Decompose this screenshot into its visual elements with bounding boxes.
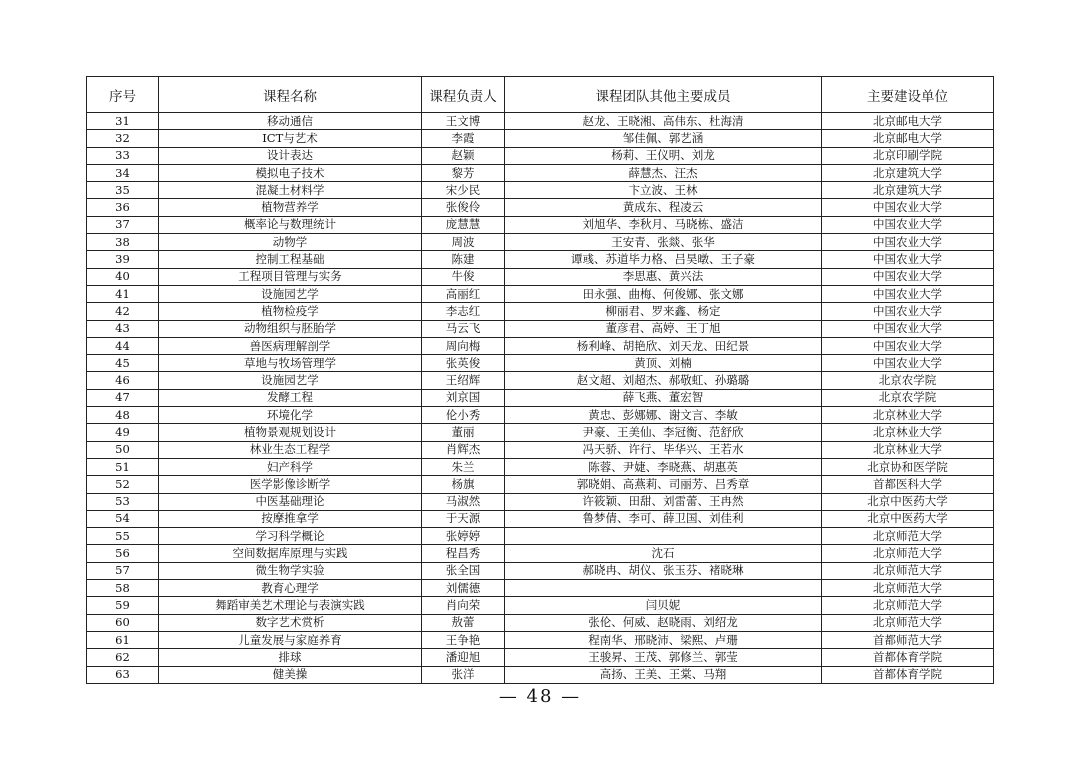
table-row bbox=[87, 580, 994, 597]
cell-team-members: 黄成东、程凌云 bbox=[505, 199, 822, 216]
cell-course-name: ICT与艺术 bbox=[159, 130, 422, 147]
cell-institution: 中国农业大学 bbox=[822, 234, 994, 251]
cell-team-members: 张伦、何威、赵晓雨、刘绍龙 bbox=[505, 614, 822, 631]
cell-team-members: 柳丽君、罗来鑫、杨定 bbox=[505, 303, 822, 320]
header-course-name: 课程名称 bbox=[159, 77, 422, 113]
cell-institution: 北京师范大学 bbox=[822, 528, 994, 545]
cell-team-members: 刘旭华、李秋月、马晓栋、盛洁 bbox=[505, 216, 822, 233]
cell-index: 60 bbox=[87, 614, 159, 631]
cell-course-lead: 杨旗 bbox=[422, 476, 505, 493]
table-row bbox=[87, 216, 994, 233]
cell-institution: 北京建筑大学 bbox=[822, 164, 994, 181]
table-row bbox=[87, 320, 994, 337]
cell-course-lead: 周波 bbox=[422, 234, 505, 251]
cell-course-lead: 王争艳 bbox=[422, 631, 505, 648]
cell-course-name: 设施园艺学 bbox=[159, 372, 422, 389]
cell-course-lead: 于天源 bbox=[422, 510, 505, 527]
cell-course-lead: 宋少民 bbox=[422, 182, 505, 199]
cell-team-members: 田永强、曲梅、何俊娜、张文娜 bbox=[505, 285, 822, 302]
table-row bbox=[87, 424, 994, 441]
cell-team-members: 李思惠、黄兴法 bbox=[505, 268, 822, 285]
cell-course-name: 医学影像诊断学 bbox=[159, 476, 422, 493]
cell-institution: 中国农业大学 bbox=[822, 285, 994, 302]
table-row bbox=[87, 562, 994, 579]
cell-team-members: 鲁梦倩、李可、薛卫国、刘佳利 bbox=[505, 510, 822, 527]
cell-course-lead: 李霞 bbox=[422, 130, 505, 147]
cell-index: 37 bbox=[87, 216, 159, 233]
cell-team-members: 杨莉、王仪明、刘龙 bbox=[505, 147, 822, 164]
cell-team-members: 赵文超、刘超杰、郝敬虹、孙璐璐 bbox=[505, 372, 822, 389]
cell-institution: 北京师范大学 bbox=[822, 597, 994, 614]
cell-course-lead: 潘迎旭 bbox=[422, 649, 505, 666]
cell-course-lead: 张俊伶 bbox=[422, 199, 505, 216]
cell-index: 32 bbox=[87, 130, 159, 147]
cell-course-name: 中医基础理论 bbox=[159, 493, 422, 510]
cell-course-lead: 李志红 bbox=[422, 303, 505, 320]
table-row bbox=[87, 666, 994, 683]
cell-institution: 北京师范大学 bbox=[822, 614, 994, 631]
cell-course-name: 设施园艺学 bbox=[159, 285, 422, 302]
cell-index: 46 bbox=[87, 372, 159, 389]
cell-index: 33 bbox=[87, 147, 159, 164]
cell-index: 38 bbox=[87, 234, 159, 251]
cell-institution: 北京建筑大学 bbox=[822, 182, 994, 199]
cell-course-name: 草地与牧场管理学 bbox=[159, 355, 422, 372]
cell-institution: 中国农业大学 bbox=[822, 303, 994, 320]
cell-institution: 北京师范大学 bbox=[822, 562, 994, 579]
table-row bbox=[87, 528, 994, 545]
table-row bbox=[87, 441, 994, 458]
cell-institution: 首都医科大学 bbox=[822, 476, 994, 493]
cell-team-members bbox=[505, 528, 822, 545]
cell-course-lead: 敖蕾 bbox=[422, 614, 505, 631]
cell-index: 36 bbox=[87, 199, 159, 216]
cell-course-lead: 张婷婷 bbox=[422, 528, 505, 545]
cell-index: 44 bbox=[87, 337, 159, 354]
cell-institution: 中国农业大学 bbox=[822, 320, 994, 337]
cell-course-name: 设计表达 bbox=[159, 147, 422, 164]
cell-index: 57 bbox=[87, 562, 159, 579]
cell-team-members: 薛慧杰、汪杰 bbox=[505, 164, 822, 181]
cell-course-lead: 马云飞 bbox=[422, 320, 505, 337]
cell-course-name: 植物景观规划设计 bbox=[159, 424, 422, 441]
cell-course-name: 空间数据库原理与实践 bbox=[159, 545, 422, 562]
cell-index: 31 bbox=[87, 113, 159, 130]
table-row bbox=[87, 545, 994, 562]
cell-institution: 北京林业大学 bbox=[822, 441, 994, 458]
cell-institution: 首都体育学院 bbox=[822, 666, 994, 683]
cell-course-name: 兽医病理解剖学 bbox=[159, 337, 422, 354]
table-header-row bbox=[87, 77, 994, 113]
cell-team-members: 王骏昇、王茂、郭修兰、郭莹 bbox=[505, 649, 822, 666]
cell-index: 35 bbox=[87, 182, 159, 199]
cell-institution: 北京邮电大学 bbox=[822, 130, 994, 147]
cell-team-members: 赵龙、王晓湘、高伟东、杜海清 bbox=[505, 113, 822, 130]
cell-institution: 中国农业大学 bbox=[822, 268, 994, 285]
table-row bbox=[87, 199, 994, 216]
cell-team-members: 尹豪、王美仙、李冠衡、范舒欣 bbox=[505, 424, 822, 441]
cell-team-members: 陈蓉、尹婕、李晓燕、胡惠英 bbox=[505, 458, 822, 475]
header-course-lead: 课程负责人 bbox=[422, 77, 505, 113]
cell-institution: 北京邮电大学 bbox=[822, 113, 994, 130]
cell-team-members: 郝晓冉、胡仪、张玉芬、褚晓琳 bbox=[505, 562, 822, 579]
cell-course-name: 工程项目管理与实务 bbox=[159, 268, 422, 285]
cell-course-name: 微生物学实验 bbox=[159, 562, 422, 579]
cell-course-lead: 黎芳 bbox=[422, 164, 505, 181]
cell-course-name: 植物检疫学 bbox=[159, 303, 422, 320]
table-row bbox=[87, 597, 994, 614]
cell-course-lead: 赵颖 bbox=[422, 147, 505, 164]
cell-course-lead: 伦小秀 bbox=[422, 407, 505, 424]
table-row bbox=[87, 182, 994, 199]
cell-course-lead: 庞慧慧 bbox=[422, 216, 505, 233]
cell-course-name: 动物学 bbox=[159, 234, 422, 251]
table-row bbox=[87, 649, 994, 666]
cell-index: 58 bbox=[87, 580, 159, 597]
page-number: — 48 — bbox=[498, 686, 582, 707]
table-row bbox=[87, 407, 994, 424]
cell-index: 39 bbox=[87, 251, 159, 268]
cell-team-members: 卞立波、王林 bbox=[505, 182, 822, 199]
table-body bbox=[87, 113, 994, 684]
cell-index: 61 bbox=[87, 631, 159, 648]
cell-team-members: 邹佳佩、郭艺涵 bbox=[505, 130, 822, 147]
cell-course-lead: 董丽 bbox=[422, 424, 505, 441]
cell-course-name: 妇产科学 bbox=[159, 458, 422, 475]
cell-institution: 中国农业大学 bbox=[822, 199, 994, 216]
cell-institution: 中国农业大学 bbox=[822, 216, 994, 233]
cell-team-members: 程南华、邢晓沛、梁熙、卢珊 bbox=[505, 631, 822, 648]
cell-course-lead: 肖辉杰 bbox=[422, 441, 505, 458]
cell-course-name: 儿童发展与家庭养育 bbox=[159, 631, 422, 648]
cell-course-lead: 陈建 bbox=[422, 251, 505, 268]
cell-team-members: 董彦君、高婷、王丁旭 bbox=[505, 320, 822, 337]
cell-index: 43 bbox=[87, 320, 159, 337]
table-row bbox=[87, 113, 994, 130]
cell-course-lead: 刘儒德 bbox=[422, 580, 505, 597]
cell-course-name: 植物营养学 bbox=[159, 199, 422, 216]
cell-course-name: 学习科学概论 bbox=[159, 528, 422, 545]
cell-course-lead: 张洋 bbox=[422, 666, 505, 683]
cell-course-name: 发酵工程 bbox=[159, 389, 422, 406]
cell-course-lead: 周向梅 bbox=[422, 337, 505, 354]
cell-index: 56 bbox=[87, 545, 159, 562]
cell-index: 47 bbox=[87, 389, 159, 406]
cell-index: 55 bbox=[87, 528, 159, 545]
cell-course-lead: 朱兰 bbox=[422, 458, 505, 475]
cell-course-name: 控制工程基础 bbox=[159, 251, 422, 268]
cell-course-name: 移动通信 bbox=[159, 113, 422, 130]
cell-institution: 中国农业大学 bbox=[822, 355, 994, 372]
cell-index: 54 bbox=[87, 510, 159, 527]
cell-course-name: 概率论与数理统计 bbox=[159, 216, 422, 233]
cell-index: 42 bbox=[87, 303, 159, 320]
cell-index: 53 bbox=[87, 493, 159, 510]
cell-index: 59 bbox=[87, 597, 159, 614]
cell-course-name: 数字艺术赏析 bbox=[159, 614, 422, 631]
course-table bbox=[86, 76, 994, 684]
cell-institution: 中国农业大学 bbox=[822, 251, 994, 268]
header-index: 序号 bbox=[87, 77, 159, 113]
cell-index: 63 bbox=[87, 666, 159, 683]
cell-institution: 首都体育学院 bbox=[822, 649, 994, 666]
cell-course-lead: 肖向荣 bbox=[422, 597, 505, 614]
cell-course-lead: 王文博 bbox=[422, 113, 505, 130]
cell-team-members: 王安青、张燚、张华 bbox=[505, 234, 822, 251]
cell-institution: 北京协和医学院 bbox=[822, 458, 994, 475]
cell-index: 41 bbox=[87, 285, 159, 302]
course-table-container bbox=[86, 76, 993, 684]
cell-team-members: 闫贝妮 bbox=[505, 597, 822, 614]
cell-team-members: 杨利峰、胡艳欣、刘天龙、田纪景 bbox=[505, 337, 822, 354]
cell-course-lead: 张英俊 bbox=[422, 355, 505, 372]
cell-team-members bbox=[505, 580, 822, 597]
cell-team-members: 郭晓娟、高燕莉、司丽芳、吕秀章 bbox=[505, 476, 822, 493]
cell-course-name: 舞蹈审美艺术理论与表演实践 bbox=[159, 597, 422, 614]
table-row bbox=[87, 493, 994, 510]
table-row bbox=[87, 389, 994, 406]
cell-team-members: 高扬、王美、王棠、马翔 bbox=[505, 666, 822, 683]
table-row bbox=[87, 372, 994, 389]
table-row bbox=[87, 337, 994, 354]
cell-team-members: 黄忠、彭娜娜、谢文言、李敏 bbox=[505, 407, 822, 424]
cell-course-name: 动物组织与胚胎学 bbox=[159, 320, 422, 337]
cell-institution: 北京农学院 bbox=[822, 389, 994, 406]
cell-team-members: 沈石 bbox=[505, 545, 822, 562]
cell-index: 62 bbox=[87, 649, 159, 666]
cell-institution: 北京中医药大学 bbox=[822, 510, 994, 527]
table-row bbox=[87, 631, 994, 648]
cell-index: 48 bbox=[87, 407, 159, 424]
table-row bbox=[87, 458, 994, 475]
cell-course-name: 环境化学 bbox=[159, 407, 422, 424]
cell-index: 52 bbox=[87, 476, 159, 493]
cell-institution: 北京印刷学院 bbox=[822, 147, 994, 164]
table-row bbox=[87, 147, 994, 164]
cell-course-name: 教育心理学 bbox=[159, 580, 422, 597]
cell-team-members: 黄顶、刘楠 bbox=[505, 355, 822, 372]
cell-course-name: 混凝土材料学 bbox=[159, 182, 422, 199]
cell-course-lead: 马淑然 bbox=[422, 493, 505, 510]
table-row bbox=[87, 510, 994, 527]
cell-course-name: 按摩推拿学 bbox=[159, 510, 422, 527]
cell-institution: 中国农业大学 bbox=[822, 337, 994, 354]
cell-course-name: 模拟电子技术 bbox=[159, 164, 422, 181]
cell-institution: 北京林业大学 bbox=[822, 424, 994, 441]
cell-index: 34 bbox=[87, 164, 159, 181]
table-row bbox=[87, 303, 994, 320]
cell-institution: 北京农学院 bbox=[822, 372, 994, 389]
cell-course-lead: 刘京国 bbox=[422, 389, 505, 406]
header-institution: 主要建设单位 bbox=[822, 77, 994, 113]
header-team-members: 课程团队其他主要成员 bbox=[505, 77, 822, 113]
table-row bbox=[87, 476, 994, 493]
cell-course-lead: 张全国 bbox=[422, 562, 505, 579]
cell-course-lead: 程昌秀 bbox=[422, 545, 505, 562]
table-row bbox=[87, 614, 994, 631]
cell-course-lead: 高丽红 bbox=[422, 285, 505, 302]
cell-institution: 北京林业大学 bbox=[822, 407, 994, 424]
cell-index: 50 bbox=[87, 441, 159, 458]
cell-team-members: 谭彧、苏道毕力格、吕昊暾、王子豪 bbox=[505, 251, 822, 268]
table-row bbox=[87, 251, 994, 268]
cell-institution: 北京师范大学 bbox=[822, 545, 994, 562]
cell-course-name: 健美操 bbox=[159, 666, 422, 683]
table-row bbox=[87, 355, 994, 372]
cell-team-members: 冯天骄、许行、毕华兴、王若水 bbox=[505, 441, 822, 458]
table-row bbox=[87, 164, 994, 181]
table-row bbox=[87, 234, 994, 251]
cell-institution: 北京师范大学 bbox=[822, 580, 994, 597]
table-row bbox=[87, 130, 994, 147]
table-row bbox=[87, 268, 994, 285]
cell-institution: 首都师范大学 bbox=[822, 631, 994, 648]
cell-course-name: 林业生态工程学 bbox=[159, 441, 422, 458]
cell-course-lead: 牛俊 bbox=[422, 268, 505, 285]
cell-team-members: 许筱颖、田甜、刘雷蕾、王冉然 bbox=[505, 493, 822, 510]
cell-course-lead: 王绍辉 bbox=[422, 372, 505, 389]
cell-index: 51 bbox=[87, 458, 159, 475]
cell-team-members: 薛飞燕、董宏智 bbox=[505, 389, 822, 406]
cell-index: 40 bbox=[87, 268, 159, 285]
cell-course-name: 排球 bbox=[159, 649, 422, 666]
cell-index: 49 bbox=[87, 424, 159, 441]
cell-institution: 北京中医药大学 bbox=[822, 493, 994, 510]
table-row bbox=[87, 285, 994, 302]
cell-index: 45 bbox=[87, 355, 159, 372]
